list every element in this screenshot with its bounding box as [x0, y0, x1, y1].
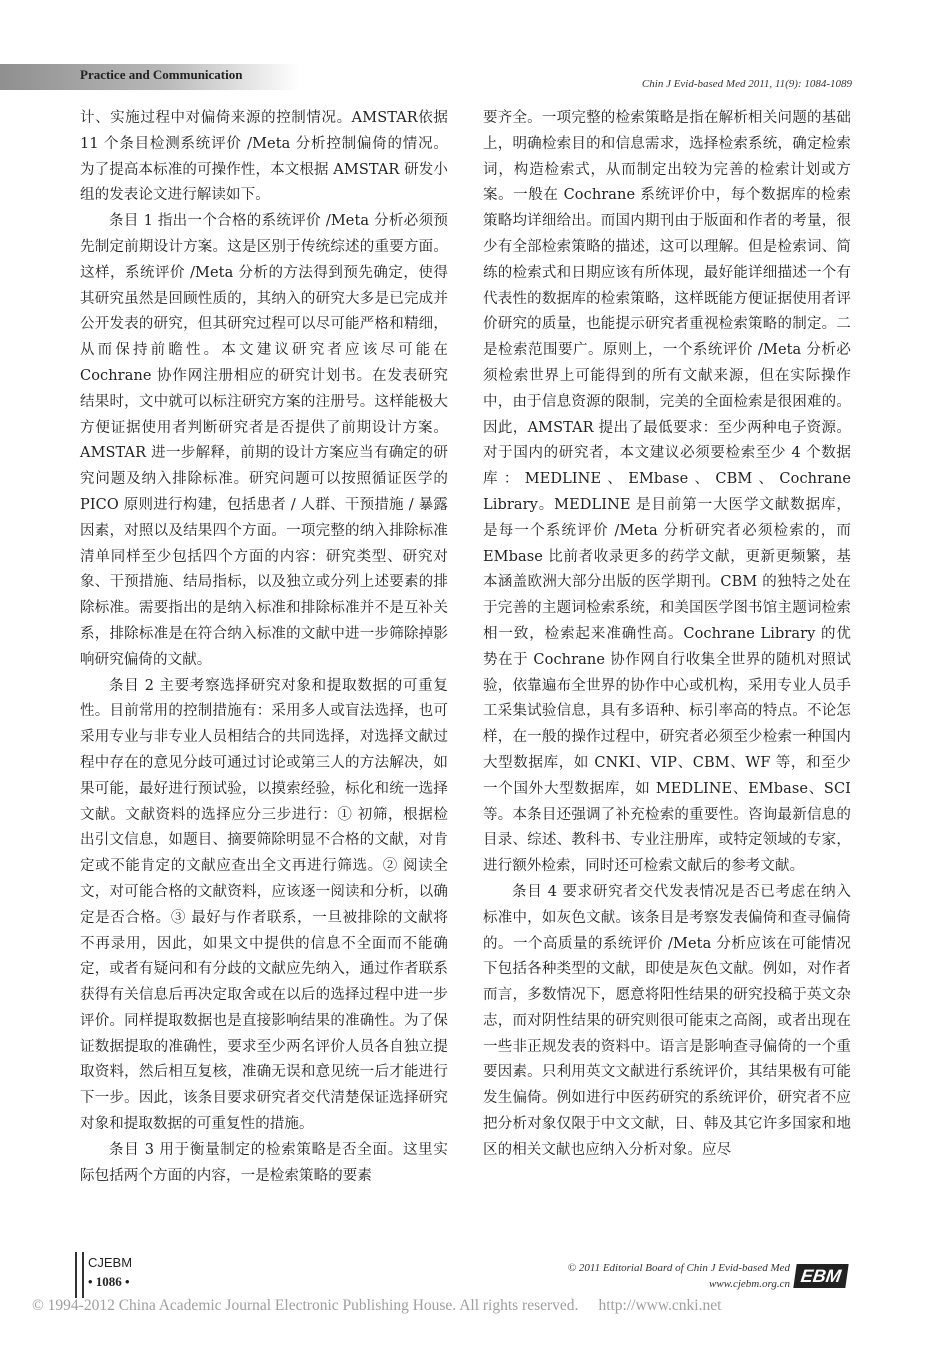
copyright-notice: © 2011 Editorial Board of Chin J Evid-based Med [567, 1262, 790, 1274]
left-column [80, 106, 448, 1189]
section-title: Practice and Communication [80, 67, 243, 82]
paragraph: 计、实施过程中对偏倚来源的控制情况。AMSTAR依据 11 个条目检测系统评价 /Meta 分析控制偏倚的情况。为了提高本标准的可操作性，本文根据 AMSTAR 研发小组的发表论文进行解读如下。 [80, 110, 448, 204]
watermark-url[interactable]: http://www.cnki.net [598, 1297, 722, 1314]
paragraph: 条目 2 主要考察选择研究对象和提取数据的可重复性。目前常用的控制措施有：采用多人或盲法选择，也可采用专业与非专业人员相结合的共同选择，对选择文献过程中存在的意见分歧可通过讨论或第三人的方法解决，如果可能，最好进行预试验，以摸索经验，标化和统一选择文献。文献资料的选择应分三步进行：① 初筛，根据检出引文信息，如题目、摘要筛除明显不合格的文献，对肯定或不能肯定的文献应查出全文再进行筛选。② 阅读全文，对可能合格的文献资料，应该逐一阅读和分析，以确定是否合格。③ 最好与作者联系，一旦被排除的文献将不再录用，因此，如果文中提供的信息不全面而不能确定，或者有疑问和有分歧的文献应先纳入，通过作者联系获得有关信息后再决定取舍或在以后的选择过程中进一步评价。同样提取数据也是直接影响结果的准确性。为了保证数据提取的准确性，要求至少两名评价人员各自独立提取资料，然后相互复核，准确无误和意见统一后才能进行下一步。因此，该条目要求研究者交代清楚保证选择研究对象和提取数据的可重复性的措施。 [80, 677, 448, 1133]
paragraph: 条目 1 指出一个合格的系统评价 /Meta 分析必须预先制定前期设计方案。这是区别于传统综述的重要方面。这样，系统评价 /Meta 分析的方法得到预先确定，使得其研究虽然是回顾性质的，其纳入的研究大多是已完成并公开发表的研究，但其研究过程可以尽可能严格和精细，从而保持前瞻性。本文建议研究者应该尽可能在 Cochrane 协作网注册相应的研究计划书。在发表研究结果时，文中就可以标注研究方案的注册号。这样能极大方便证据使用者判断研究者是否提供了前期设计方案。AMSTAR 进一步解释，前期的设计方案应当有确定的研究问题及纳入排除标准。研究问题可以按照循证医学的 PICO 原则进行构建，包括患者 / 人群、干预措施 / 暴露因素，对照以及结果四个方面。一项完整的纳入排除标准清单同样至少包括四个方面的内容：研究类型、研究对象、干预措施、结局指标，以及独立或分列上述要素的排除标准。需要指出的是纳入标准和排除标准并不是互补关系，排除标准是在符合纳入标准的文献中进一步筛除掉影响研究偏倚的文献。 [80, 213, 448, 668]
journal-abbreviation: CJEBM [88, 1255, 133, 1270]
paragraph: 条目 3 用于衡量制定的检索策略是否全面。这里实际包括两个方面的内容，一是检索策略的要素 [80, 1141, 448, 1184]
journal-website: www.cjebm.org.cn [709, 1278, 790, 1290]
page-number: • 1086 • [88, 1274, 130, 1289]
paragraph: 条目 4 要求研究者交代发表情况是否已考虑在纳入标准中，如灰色文献。该条目是考察发表偏倚和查寻偏倚的。一个高质量的系统评价 /Meta 分析应该在可能情况下包括各种类型的文献，即使是灰色文献。例如，对作者而言，多数情况下，愿意将阳性结果的研究投稿于英文杂志，而对阴性结果的研究则很可能束之高阁，或者出现在一些非正规发表的资料中。语言是影响查寻偏倚的一个重要因素。只利用英文文献进行系统评价，其结果极有可能发生偏倚。例如进行中医药研究的系统评价，研究者不应把分析对象仅限于中文文献，日、韩及其它许多国家和地区的相关文献也应纳入分析对象。应尽 [483, 883, 851, 1158]
right-column [483, 106, 851, 1164]
journal-citation: Chin J Evid-based Med 2011, 11(9): 1084-1089 [641, 78, 852, 90]
paragraph: 要齐全。一项完整的检索策略是指在解析相关问题的基础上，明确检索目的和信息需求，选择检索系统，确定检索词，构造检索式，从而制定出较为完善的检索计划或方案。一般在 Cochrane 系统评价中，每个数据库的检索策略均详细给出。而国内期刊由于版面和作者的考量，很少有全部检索策略的描述，这可以理解。但是检索词、简练的检索式和日期应该有所体现，最好能详细描述一个有代表性的数据库的检索策略，这样既能方便证据使用者评价研究的质量，也能提示研究者重视检索策略的制定。二是检索范围要广。原则上，一个系统评价 /Meta 分析必须检索世界上可能得到的所有文献来源，但在实际操作中，由于信息资源的限制，完美的全面检索是很困难的。因此，AMSTAR 提出了最低要求：至少两种电子资源。对于国内的研究者，本文建议必须要检索至少 4 个数据库：MEDLINE、EMbase、CBM、Cochrane Library。MEDLINE 是目前第一大医学文献数据库，是每一个系统评价 /Meta 分析研究者必须检索的，而 EMbase 比前者收录更多的药学文献，更新更频繁，基本涵盖欧洲大部分出版的医学期刊。CBM 的独特之处在于完善的主题词检索系统，和美国医学图书馆主题词检索相一致，检索起来准确性高。Cochrane Library 的优势在于 Cochrane 协作网自行收集全世界的随机对照试验，依靠遍布全世界的协作中心或机构，采用专业人员手工采集试验信息，具有多语种、标引率高的特点。不论怎样，在一般的操作过程中，研究者必须至少检索一种国内大型数据库，如 CNKI、VIP、CBM、WF 等，和至少一个国外大型数据库，如 MEDLINE、EMbase、SCI 等。本条目还强调了补充检索的重要性。咨询最新信息的目录、综述、教科书、专业注册库，或特定领域的专家，进行额外检索，同时还可检索文献后的参考文献。 [483, 110, 851, 875]
footer-divider [75, 1252, 84, 1298]
cnki-watermark [32, 1297, 721, 1315]
watermark-text: © 1994-2012 China Academic Journal Electronic Publishing House. All rights reserved. [32, 1297, 579, 1314]
ebm-logo: EBM [793, 1264, 848, 1288]
